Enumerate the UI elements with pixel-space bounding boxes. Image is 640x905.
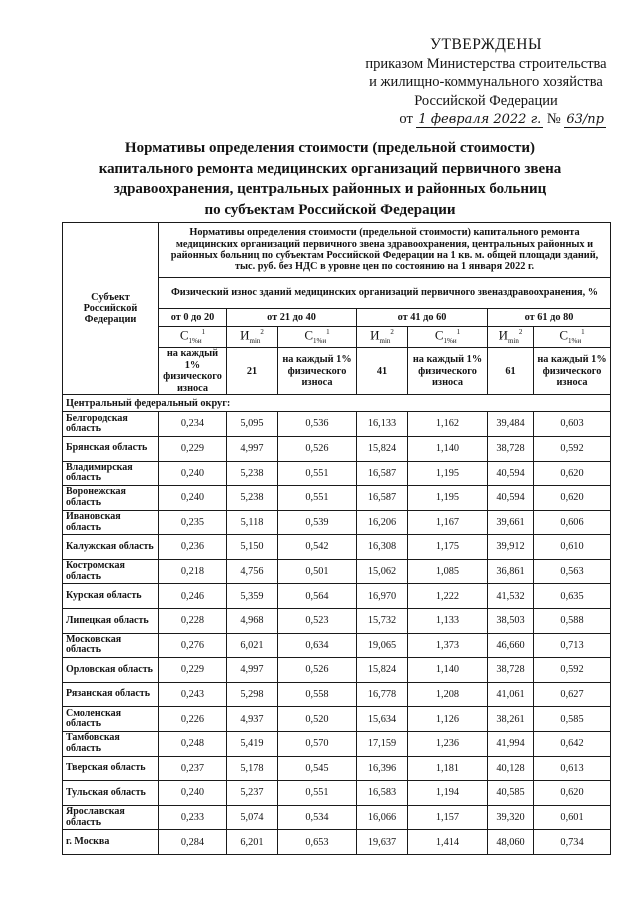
symbol-footnote: 1 bbox=[201, 328, 206, 336]
symbol-subscript: 1%и bbox=[313, 336, 327, 345]
table-cell: 0,558 bbox=[278, 682, 357, 707]
symbol-c-6 bbox=[534, 327, 611, 348]
table-cell: 0,237 bbox=[159, 756, 227, 781]
table-cell: 15,634 bbox=[357, 707, 408, 732]
region-name: Липецкая область bbox=[63, 609, 159, 634]
table-cell: 4,937 bbox=[227, 707, 278, 732]
table-cell: 4,968 bbox=[227, 609, 278, 634]
region-name: Владимирская область bbox=[63, 461, 159, 486]
table-cell: 0,713 bbox=[534, 633, 611, 658]
table-cell: 36,861 bbox=[488, 559, 534, 584]
table-cell: 0,734 bbox=[534, 830, 611, 855]
symbol-subscript: 1%и bbox=[188, 336, 202, 345]
table-cell: 6,021 bbox=[227, 633, 278, 658]
symbol-footnote: 2 bbox=[260, 328, 264, 336]
range-41-60: от 41 до 60 bbox=[357, 309, 488, 327]
table-cell: 0,218 bbox=[159, 559, 227, 584]
table-cell: 39,320 bbox=[488, 805, 534, 830]
table-cell: 0,613 bbox=[534, 756, 611, 781]
table-cell: 0,606 bbox=[534, 510, 611, 535]
table-row bbox=[63, 609, 611, 634]
table-cell: 41,532 bbox=[488, 584, 534, 609]
title-line-1: Нормативы определения стоимости (предельной стоимости) bbox=[124, 140, 536, 156]
region-name: Рязанская область bbox=[63, 682, 159, 707]
table-cell: 39,912 bbox=[488, 535, 534, 560]
table-row bbox=[63, 633, 611, 658]
range-61-80: от 61 до 80 bbox=[488, 309, 611, 327]
norms-table bbox=[62, 222, 611, 855]
table-cell: 38,728 bbox=[488, 658, 534, 683]
table-cell: 0,585 bbox=[534, 707, 611, 732]
table-cell: 0,235 bbox=[159, 510, 227, 535]
region-name: Тверская область bbox=[63, 756, 159, 781]
table-cell: 0,620 bbox=[534, 461, 611, 486]
table-cell: 16,583 bbox=[357, 781, 408, 806]
symbol-letter: C bbox=[179, 327, 189, 343]
table-cell: 1,236 bbox=[408, 732, 488, 757]
table-cell: 40,128 bbox=[488, 756, 534, 781]
table-cell: 0,526 bbox=[278, 436, 357, 461]
table-cell: 4,756 bbox=[227, 559, 278, 584]
table-cell: 15,062 bbox=[357, 559, 408, 584]
approval-line-2: и жилищно-коммунального хозяйства bbox=[369, 74, 603, 90]
table-cell: 5,359 bbox=[227, 584, 278, 609]
table-cell: 1,126 bbox=[408, 707, 488, 732]
table-row bbox=[63, 436, 611, 461]
symbol-c-4 bbox=[408, 327, 488, 348]
table-cell: 1,414 bbox=[408, 830, 488, 855]
table-cell: 40,594 bbox=[488, 486, 534, 511]
symbol-letter: И bbox=[370, 327, 380, 343]
table-cell: 19,065 bbox=[357, 633, 408, 658]
table-cell: 1,195 bbox=[408, 461, 488, 486]
table-cell: 1,167 bbox=[408, 510, 488, 535]
per-percent-note-6: на каждый 1% физического износа bbox=[534, 348, 611, 395]
table-cell: 0,248 bbox=[159, 732, 227, 757]
table-row bbox=[63, 805, 611, 830]
table-cell: 4,997 bbox=[227, 658, 278, 683]
table-cell: 1,175 bbox=[408, 535, 488, 560]
table-cell: 6,201 bbox=[227, 830, 278, 855]
table-row bbox=[63, 461, 611, 486]
table-cell: 15,824 bbox=[357, 658, 408, 683]
table-cell: 5,150 bbox=[227, 535, 278, 560]
table-cell: 1,373 bbox=[408, 633, 488, 658]
table-cell: 0,526 bbox=[278, 658, 357, 683]
table-cell: 40,594 bbox=[488, 461, 534, 486]
symbol-footnote: 1 bbox=[326, 328, 330, 336]
order-number-handwritten: 63/пр bbox=[566, 112, 604, 127]
table-cell: 1,194 bbox=[408, 781, 488, 806]
region-name: Тульская область bbox=[63, 781, 159, 806]
region-name: Ивановская область bbox=[63, 510, 159, 535]
symbol-letter: И bbox=[498, 327, 508, 343]
table-cell: 0,539 bbox=[278, 510, 357, 535]
table-row bbox=[63, 756, 611, 781]
table-cell: 16,587 bbox=[357, 486, 408, 511]
table-cell: 16,778 bbox=[357, 682, 408, 707]
table-cell: 1,195 bbox=[408, 486, 488, 511]
table-cell: 48,060 bbox=[488, 830, 534, 855]
table-cell: 5,178 bbox=[227, 756, 278, 781]
table-cell: 1,140 bbox=[408, 658, 488, 683]
region-name: Курская область bbox=[63, 584, 159, 609]
table-row bbox=[63, 658, 611, 683]
table-cell: 0,534 bbox=[278, 805, 357, 830]
table-cell: 0,240 bbox=[159, 486, 227, 511]
wear-header: Физический износ зданий медицинских организаций первичного звеназдравоохранения, % bbox=[159, 278, 611, 309]
table-row bbox=[63, 559, 611, 584]
table-cell: 16,396 bbox=[357, 756, 408, 781]
table-cell: 4,997 bbox=[227, 436, 278, 461]
table-cell: 0,551 bbox=[278, 781, 357, 806]
table-cell: 0,620 bbox=[534, 486, 611, 511]
table-cell: 0,635 bbox=[534, 584, 611, 609]
symbol-footnote: 1 bbox=[456, 328, 461, 336]
table-cell: 5,238 bbox=[227, 461, 278, 486]
order-date-handwritten: 1 февраля 2022 г. bbox=[418, 112, 542, 127]
federal-district-header: Центральный федеральный округ: bbox=[63, 395, 611, 412]
symbol-subscript: 1%и bbox=[443, 336, 457, 345]
symbol-footnote: 1 bbox=[581, 328, 585, 336]
table-cell: 0,551 bbox=[278, 486, 357, 511]
region-name: г. Москва bbox=[63, 830, 159, 855]
table-cell: 38,728 bbox=[488, 436, 534, 461]
table-cell: 0,564 bbox=[278, 584, 357, 609]
table-cell: 0,563 bbox=[534, 559, 611, 584]
table-row bbox=[63, 732, 611, 757]
table-cell: 0,634 bbox=[278, 633, 357, 658]
table-cell: 19,637 bbox=[357, 830, 408, 855]
table-cell: 1,162 bbox=[408, 412, 488, 437]
table-cell: 1,085 bbox=[408, 559, 488, 584]
table-cell: 0,236 bbox=[159, 535, 227, 560]
symbol-subscript: min bbox=[249, 336, 261, 345]
range-21-40: от 21 до 40 bbox=[227, 309, 357, 327]
range-0-20: от 0 до 20 bbox=[159, 309, 227, 327]
table-cell: 5,419 bbox=[227, 732, 278, 757]
table-cell: 16,970 bbox=[357, 584, 408, 609]
table-cell: 16,587 bbox=[357, 461, 408, 486]
table-cell: 16,206 bbox=[357, 510, 408, 535]
approval-order-line bbox=[360, 110, 612, 130]
table-cell: 46,660 bbox=[488, 633, 534, 658]
order-prefix: от bbox=[399, 111, 413, 127]
region-name: Костромская область bbox=[63, 559, 159, 584]
table-cell: 0,627 bbox=[534, 682, 611, 707]
table-row bbox=[63, 584, 611, 609]
approval-title: УТВЕРЖДЕНЫ bbox=[430, 36, 542, 53]
approval-line-1: приказом Министерства строительства bbox=[365, 55, 607, 72]
table-cell: 0,276 bbox=[159, 633, 227, 658]
symbol-imin-1 bbox=[227, 327, 278, 348]
table-cell: 1,157 bbox=[408, 805, 488, 830]
imin-value-1: 21 bbox=[227, 348, 278, 395]
region-name: Брянская область bbox=[63, 436, 159, 461]
table-cell: 41,994 bbox=[488, 732, 534, 757]
table-cell: 0,234 bbox=[159, 412, 227, 437]
table-cell: 0,592 bbox=[534, 436, 611, 461]
region-name: Белгородская область bbox=[63, 412, 159, 437]
title-line-3: здравоохранения, центральных районных и районных больниц bbox=[113, 181, 547, 197]
table-cell: 0,536 bbox=[278, 412, 357, 437]
table-cell: 17,159 bbox=[357, 732, 408, 757]
symbol-subscript: 1%и bbox=[568, 336, 582, 345]
table-cell: 0,523 bbox=[278, 609, 357, 634]
table-cell: 0,545 bbox=[278, 756, 357, 781]
region-name: Московская область bbox=[63, 633, 159, 658]
table-row bbox=[63, 781, 611, 806]
table-cell: 0,542 bbox=[278, 535, 357, 560]
title-line-4: по субъектам Российской Федерации bbox=[204, 201, 456, 218]
symbol-c-2 bbox=[278, 327, 357, 348]
region-name: Ярославская область bbox=[63, 805, 159, 830]
symbol-letter: C bbox=[559, 327, 569, 343]
table-cell: 0,610 bbox=[534, 535, 611, 560]
symbol-c-0 bbox=[159, 327, 227, 348]
region-name: Смоленская область bbox=[63, 707, 159, 732]
table-cell: 5,118 bbox=[227, 510, 278, 535]
table-main-header: Нормативы определения стоимости (предельной стоимости) капитального ремонта медицинских организаций первичного звена здравоохранения, центральных районных и районных больниц по субъектам Российской Федерации на 1 кв. м. общей площади зданий, тыс. руб. без НДС в уровне цен по состоянию на 1 января 2022 г. bbox=[159, 223, 611, 278]
table-cell: 1,208 bbox=[408, 682, 488, 707]
table-cell: 0,601 bbox=[534, 805, 611, 830]
table-row bbox=[63, 830, 611, 855]
table-row bbox=[63, 682, 611, 707]
table-row bbox=[63, 707, 611, 732]
symbol-imin-5 bbox=[488, 327, 534, 348]
per-percent-note-2: на каждый 1% физического износа bbox=[278, 348, 357, 395]
table-row bbox=[63, 486, 611, 511]
table-cell: 40,585 bbox=[488, 781, 534, 806]
region-name: Тамбовская область bbox=[63, 732, 159, 757]
symbol-subscript: min bbox=[508, 336, 519, 345]
table-cell: 16,308 bbox=[357, 535, 408, 560]
table-cell: 38,503 bbox=[488, 609, 534, 634]
table-cell: 0,520 bbox=[278, 707, 357, 732]
table-row bbox=[63, 412, 611, 437]
table-cell: 0,653 bbox=[278, 830, 357, 855]
per-percent-note-0: на каждый 1% физического износа bbox=[159, 348, 227, 395]
table-cell: 1,133 bbox=[408, 609, 488, 634]
table-cell: 38,261 bbox=[488, 707, 534, 732]
table-cell: 0,233 bbox=[159, 805, 227, 830]
table-cell: 0,246 bbox=[159, 584, 227, 609]
table-cell: 5,298 bbox=[227, 682, 278, 707]
table-cell: 0,592 bbox=[534, 658, 611, 683]
table-cell: 5,237 bbox=[227, 781, 278, 806]
table-cell: 16,133 bbox=[357, 412, 408, 437]
table-cell: 15,824 bbox=[357, 436, 408, 461]
table-cell: 0,226 bbox=[159, 707, 227, 732]
approval-block bbox=[360, 36, 612, 130]
table-cell: 0,588 bbox=[534, 609, 611, 634]
table-cell: 39,484 bbox=[488, 412, 534, 437]
table-cell: 0,603 bbox=[534, 412, 611, 437]
symbol-letter: И bbox=[240, 327, 250, 343]
table-row bbox=[63, 535, 611, 560]
table-cell: 0,229 bbox=[159, 436, 227, 461]
approval-line-3: Российской Федерации bbox=[414, 92, 558, 109]
table-cell: 15,732 bbox=[357, 609, 408, 634]
table-cell: 0,243 bbox=[159, 682, 227, 707]
table-cell: 0,240 bbox=[159, 781, 227, 806]
title-line-2: капитального ремонта медицинских организаций первичного звена bbox=[98, 160, 562, 177]
table-cell: 1,140 bbox=[408, 436, 488, 461]
table-cell: 16,066 bbox=[357, 805, 408, 830]
symbol-subscript: min bbox=[379, 336, 391, 345]
symbol-imin-3 bbox=[357, 327, 408, 348]
subject-header: Субъект Российской Федерации bbox=[63, 223, 159, 395]
table-row bbox=[63, 510, 611, 535]
table-cell: 0,642 bbox=[534, 732, 611, 757]
table-cell: 5,074 bbox=[227, 805, 278, 830]
table-cell: 0,551 bbox=[278, 461, 357, 486]
document-title bbox=[80, 138, 580, 220]
per-percent-note-4: на каждый 1% физического износа bbox=[408, 348, 488, 395]
table-cell: 41,061 bbox=[488, 682, 534, 707]
table-cell: 5,238 bbox=[227, 486, 278, 511]
imin-value-5: 61 bbox=[488, 348, 534, 395]
table-cell: 39,661 bbox=[488, 510, 534, 535]
symbol-letter: C bbox=[434, 327, 444, 343]
table-cell: 5,095 bbox=[227, 412, 278, 437]
symbol-footnote: 2 bbox=[390, 328, 394, 336]
table-cell: 0,240 bbox=[159, 461, 227, 486]
symbol-letter: C bbox=[304, 327, 314, 343]
table-cell: 0,620 bbox=[534, 781, 611, 806]
region-name: Калужская область bbox=[63, 535, 159, 560]
table-cell: 0,501 bbox=[278, 559, 357, 584]
symbol-footnote: 2 bbox=[518, 328, 523, 336]
table-cell: 1,181 bbox=[408, 756, 488, 781]
table-cell: 0,284 bbox=[159, 830, 227, 855]
order-number-sign: № bbox=[546, 111, 561, 127]
region-name: Воронежская область bbox=[63, 486, 159, 511]
table-cell: 0,570 bbox=[278, 732, 357, 757]
imin-value-3: 41 bbox=[357, 348, 408, 395]
table-cell: 0,228 bbox=[159, 609, 227, 634]
table-cell: 1,222 bbox=[408, 584, 488, 609]
region-name: Орловская область bbox=[63, 658, 159, 683]
table-cell: 0,229 bbox=[159, 658, 227, 683]
